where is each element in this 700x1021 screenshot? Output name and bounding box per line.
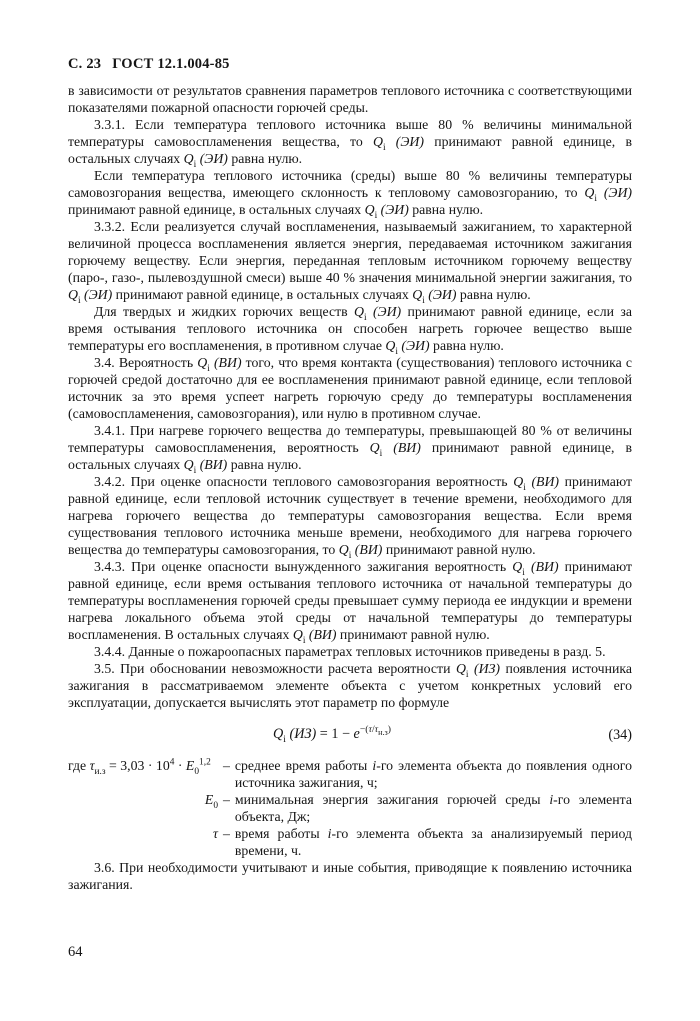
paragraph: 3.4.4. Данные о пожароопасных параметрах тепловых источников приведены в разд. 5. [94,644,606,659]
formula-expression: $Q_i$ $(ИЗ) = 1 - e^{-(\tau/\tau_{н.з})}$ [273,724,391,745]
where-block [68,757,632,859]
definition-row [68,825,632,859]
definition-text: минимальная энергия зажигания горючей среды i-го элемента объекта, Дж; [234,792,633,824]
paragraph: 3.4. Вероятность $Q_i$ (ВИ) того, что время контакта (существования) теплового источника с горючей средой достаточно для ее воспламенения принимают равной единице, если тепловой источник за это время успеет нагреть горючую среду до температуры воспламенения (самовоспламенения, самовозгорания), или нулю в противном случае. [68,355,633,421]
standard-number: ГОСТ 12.1.004-85 [112,56,230,72]
paragraph: 3.6. При необходимости учитывают и иные события, приводящие к появлению источника зажигания. [68,860,632,892]
formula-block [68,726,632,743]
definition-text: время работы i-го элемента объекта за анализируемый период времени, ч. [234,826,632,858]
page-header [68,56,230,73]
definition-dash: – [223,826,230,841]
definition-row [68,791,632,825]
paragraph: Если температура теплового источника (среды) выше 80 % величины температуры самовозгорания вещества, имеющего склонность к тепловому самовозгоранию, то $Q_i$ (ЭИ) принимают равной единице, в остальных случаях $Q_i$ (ЭИ) равна нулю. [68,168,633,221]
page-number: 64 [68,944,83,960]
definition-term: τ [213,826,218,841]
definition-term: $E_0$ [204,792,218,811]
definition-text: среднее время работы i-го элемента объекта до появления одного источника зажигания, ч; [234,758,632,790]
paragraph: Для твердых и жидких горючих веществ $Q_i$ (ЭИ) принимают равной единице, если за время остывания теплового источника он способен нагреть горючее вещество выше температуры его воспламенения, в противном случае $Q_i$ (ЭИ) равна нулю. [68,304,632,357]
paragraph: 3.3.1. Если температура теплового источника выше 80 % величины минимальной температуры самовоспламенения вещества, то $Q_i$ (ЭИ) принимают равной единице, в остальных случаях $Q_i$ (ЭИ) равна нулю. [68,117,632,170]
paragraph: 3.4.3. При оценке опасности вынужденного зажигания вероятность $Q_i$ (ВИ) принимают равной единице, если время остывания теплового источника от начальной температуры до температуры воспламенения горючей среды превышает сумму периода ее индукции и времени нагрева локального объема этой среды от начальной температуры до температуры воспламенения. В остальных случаях $Q_i$ (ВИ) принимают равной нулю. [68,559,633,646]
definition-row [68,757,632,791]
definition-dash: – [223,792,230,807]
definition-dash: – [223,758,230,773]
definition-term: где $\tau_{и.з} = 3,03 \cdot 10^4 \cdot E_0^{1,2}$ [68,757,211,777]
paragraph: 3.4.1. При нагреве горючего вещества до температуры, превышающей 80 % от величины температуры самовоспламенения, вероятность $Q_i$ (ВИ) принимают равной единице, в остальных случаях $Q_i$ (ВИ) равна нулю. [68,423,632,476]
formula-number: (34) [608,727,632,743]
paragraph: 3.3.2. Если реализуется случай воспламенения, называемый зажиганием, то характерной величиной процесса воспламенения является энергия, передаваемая источником зажигания горючему веществу. Если энергия, переданная тепловым источником горючему веществу (паро-, газо-, пылевоздушной смеси) выше 40 % значения минимальной энергии зажигания, то $Q_i$ (ЭИ) принимают равной единице, в остальных случаях $Q_i$ (ЭИ) равна нулю. [68,219,632,306]
paragraph: 3.4.2. При оценке опасности теплового самовозгорания вероятность $Q_i$ (ВИ) принимают равной единице, если тепловой источник существует в течение времени, необходимого для нагрева горючего вещества до температуры самовозгорания вещества. Если время существования теплового источника меньше времени, необходимого для нагрева горючего вещества до температуры самовозгорания, то $Q_i$ (ВИ) принимают равной нулю. [68,474,633,561]
document-body [68,82,632,893]
paragraph: в зависимости от результатов сравнения параметров теплового источника с соответствующими показателями пожарной опасности горючей среды. [68,83,632,115]
page-label: С. 23 [68,56,102,72]
paragraph: 3.5. При обосновании невозможности расчета вероятности $Q_i$ (ИЗ) появления источника зажигания в рассматриваемом элементе объекта с учетом конкретных условий его эксплуатации, допускается вычислять этот параметр по формуле [68,661,632,710]
